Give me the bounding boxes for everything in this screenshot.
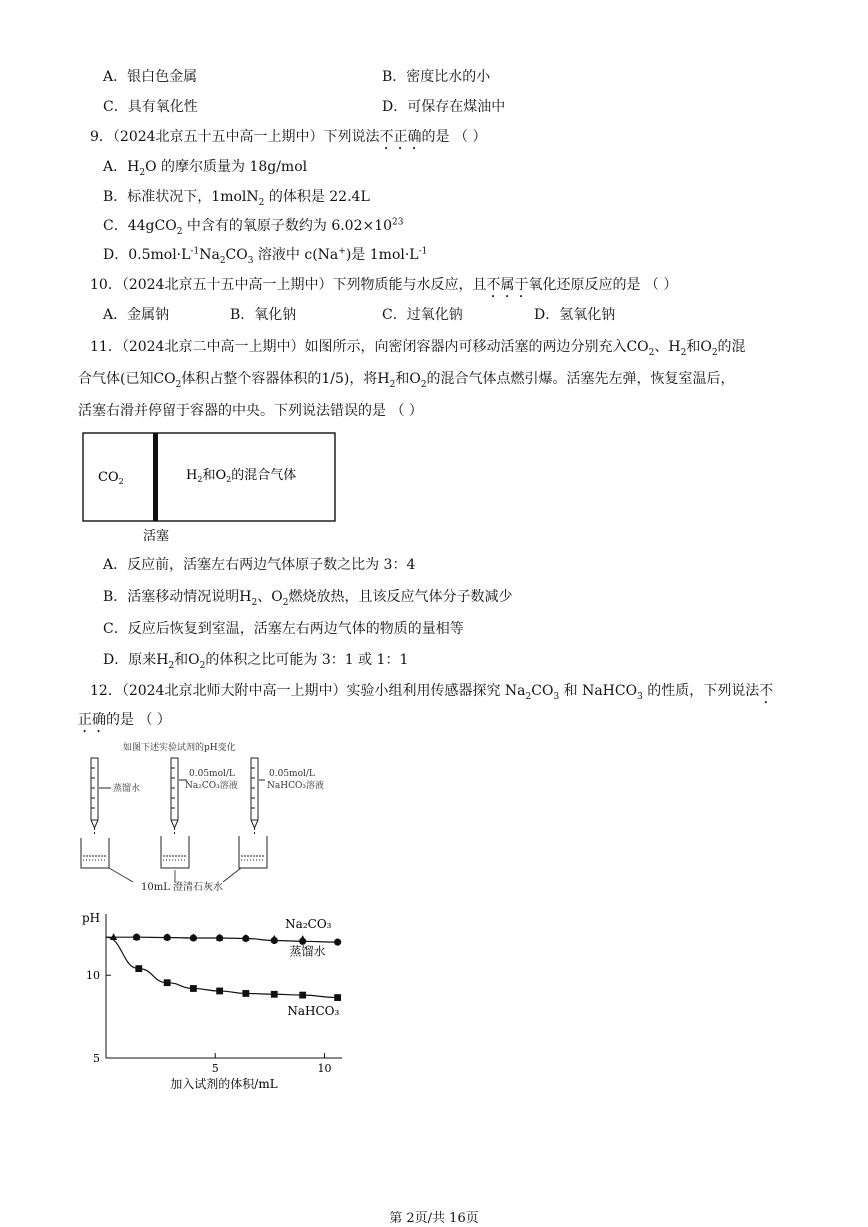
q10-option-c: C．过氧化钠 [382, 307, 463, 323]
text: 、O [257, 589, 283, 605]
data-point-square [164, 979, 171, 986]
apparatus-title: 如图下述实验试剂的pH变化 [123, 743, 236, 753]
q8-option-d: D．可保存在煤油中 [382, 99, 506, 115]
text: 氧化还原反应的是 （ ） [528, 277, 678, 293]
data-point-square [271, 991, 278, 998]
left-gas-label: $CO_2$ [98, 470, 124, 486]
text: 溶液中 c(Na [253, 247, 339, 263]
text: 10．（2024北京五十五中高一上期中）下列物质能与水反应，且 [90, 277, 487, 293]
text: 和 NaHCO [559, 683, 638, 699]
text: 、H [654, 339, 681, 355]
data-point-circle [334, 939, 341, 946]
burette-1-label: 蒸馏水 [113, 784, 141, 794]
subscript: 3 [247, 255, 254, 266]
data-point-triangle-start [110, 933, 117, 940]
subscript: 2 [389, 379, 396, 390]
burette-2-label-soln: Na₂CO₃溶液 [185, 781, 238, 791]
x-axis-label: 加入试剂的体积/mL [170, 1077, 278, 1091]
subscript: 3 [553, 691, 560, 702]
q8-option-b: B．密度比水的小 [382, 69, 491, 85]
q11-option-a: A．反应前，活塞左右两边气体原子数之比为 3：4 [103, 557, 416, 573]
q12-stem-line1 [90, 682, 773, 707]
burette-3-label-conc: 0.05mol/L [269, 769, 315, 779]
q10-option-b: B．氧化钠 [230, 307, 297, 323]
x-tick-label: 5 [211, 1062, 219, 1075]
text: Na [199, 247, 220, 263]
data-point-square [190, 985, 197, 992]
apparatus-bottom-label: 10mL 澄清石灰水 [141, 882, 224, 893]
subscript: 2 [139, 167, 146, 178]
subscript: 2 [420, 379, 427, 390]
superscript: -1 [190, 246, 200, 257]
q11-stem-line3: 活塞右滑并停留于容器的中央。下列说法错误的是 （ ） [78, 403, 423, 419]
chart-axes [106, 914, 342, 1058]
subscript: 2 [282, 597, 289, 608]
text: B．活塞移动情况说明H [103, 589, 252, 605]
q8-option-c: C．具有氧化性 [103, 99, 198, 115]
subscript: 2 [176, 226, 183, 237]
subscript: 2 [525, 691, 532, 702]
text: 的体积是 22.4L [264, 189, 370, 205]
text: 的性质，下列说法 [642, 683, 760, 699]
q11-stem-line1 [90, 338, 746, 356]
page-footer: 第 2页/共 16页 [389, 1211, 479, 1226]
text: 和O [686, 339, 712, 355]
q9-stem [90, 128, 486, 153]
burette-1 [91, 758, 111, 836]
beaker-1 [81, 838, 109, 868]
text: 的混 [717, 339, 746, 355]
subscript: 2 [251, 597, 258, 608]
text: 的体积之比可能为 3：1 或 1：1 [205, 652, 409, 668]
piston [153, 433, 158, 521]
text: 的是 （ ） [106, 712, 171, 728]
pointer-lines [109, 868, 241, 882]
subscript: 2 [219, 255, 226, 266]
text: CO [531, 683, 554, 699]
q9-option-b [103, 188, 370, 206]
subscript: 2 [199, 660, 206, 671]
data-point-triangle [299, 935, 306, 942]
superscript: -1 [418, 246, 428, 257]
text: 12．（2024北京北师大附中高一上期中）实验小组利用传感器探究 Na [90, 683, 526, 699]
text: O 的摩尔质量为 18g/mol [145, 159, 308, 175]
q9-stem-pre: 9．（2024北京五十五中高一上期中）下列说法 [90, 129, 380, 145]
text: D．0.5mol·L [103, 247, 191, 263]
text: 和O [174, 652, 200, 668]
beaker-2 [161, 836, 189, 868]
x-tick-label: 10 [317, 1062, 332, 1075]
q10-option-d: D．氢氧化钠 [534, 307, 616, 323]
data-point-square [135, 965, 142, 972]
text: A．H [103, 159, 140, 175]
beaker-3 [239, 836, 267, 868]
superscript: + [338, 246, 346, 257]
q9-stem-post: 的是 （ ） [421, 129, 487, 145]
subscript: 2 [711, 347, 718, 358]
text: )是 1mol·L [345, 247, 419, 263]
piston-label: 活塞 [143, 529, 170, 544]
text: 11．（2024北京二中高一上期中）如图所示，向密闭容器内可移动活塞的两边分别充入CO [90, 339, 649, 355]
burette-3 [251, 758, 265, 836]
burette-2-label-conc: 0.05mol/L [189, 769, 235, 779]
q10-stem-emphasis: 不属于 [486, 277, 529, 293]
burette-2 [171, 758, 187, 836]
data-point-square [334, 994, 341, 1001]
text: 的混合气体点燃引爆。活塞先左弹，恢复室温后， [426, 371, 735, 387]
text: 中含有的氧原子数约为 6.02×10 [182, 218, 393, 234]
q11-option-c: C．反应后恢复到室温，活塞左右两边气体的物质的量相等 [103, 621, 464, 637]
q12-stem-line2 [78, 711, 171, 736]
text: D．原来H [103, 652, 169, 668]
data-point-square [242, 990, 249, 997]
y-tick-label: 10 [86, 969, 100, 983]
data-point-square [216, 988, 223, 995]
container-piston-diagram [80, 430, 342, 548]
q11-option-b [103, 588, 512, 606]
subscript: 2 [648, 347, 655, 358]
superscript: 23 [392, 217, 404, 228]
q10-stem [90, 276, 677, 301]
text: 体积占整个容器体积的1/5)，将H [181, 371, 390, 387]
subscript: 3 [637, 691, 643, 702]
series-label-0: Na₂CO₃ [285, 917, 332, 932]
series-label-1: 蒸馏水 [289, 944, 326, 959]
series-label-2: NaHCO₃ [287, 1003, 340, 1018]
text: C．44gCO [103, 218, 177, 234]
data-point-square [299, 992, 306, 999]
burette-3-label-soln: NaHCO₃溶液 [267, 781, 324, 791]
q9-option-c [103, 217, 404, 235]
text: 和O [395, 371, 421, 387]
text: 燃烧放热，且该反应气体分子数减少 [288, 589, 513, 605]
q8-option-a: A．银白色金属 [103, 69, 198, 85]
q12-stem-emphasis: 不 [759, 683, 774, 699]
q9-stem-emphasis: 不正确 [379, 129, 422, 145]
q11-option-d [103, 651, 408, 669]
text: 合气体(已知CO [78, 371, 176, 387]
subscript: 2 [168, 660, 175, 671]
right-gas-label: $H_2$和$O_2$的混合气体 [186, 468, 297, 484]
y-axis-label: pH [82, 911, 101, 925]
apparatus-figure [75, 736, 355, 896]
ph-chart [78, 904, 368, 1099]
y-tick-label: 5 [93, 1052, 100, 1065]
text: CO [225, 247, 248, 263]
subscript: 2 [258, 197, 265, 208]
q9-option-d [103, 246, 427, 264]
q10-option-a: A．金属钠 [103, 307, 170, 323]
subscript: 2 [680, 347, 687, 358]
q12-stem-emphasis: 正确 [78, 712, 106, 728]
q11-stem-line2 [78, 370, 735, 388]
text: B．标准状况下，1molN [103, 189, 259, 205]
subscript: 2 [175, 379, 182, 390]
q9-option-a [103, 158, 307, 176]
